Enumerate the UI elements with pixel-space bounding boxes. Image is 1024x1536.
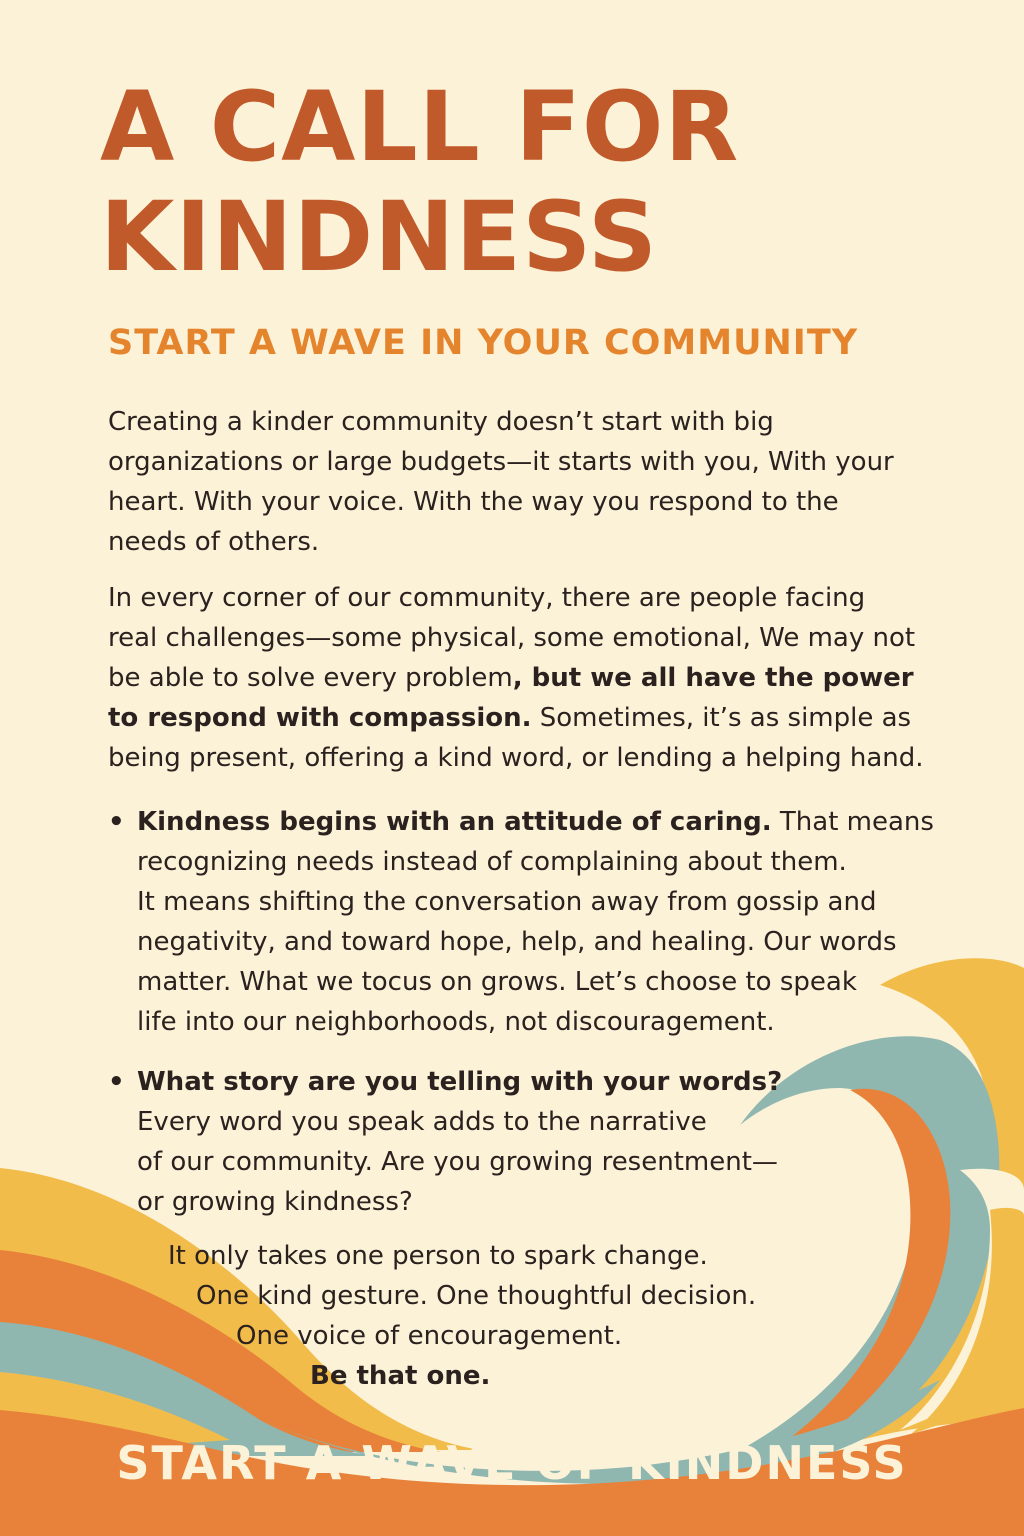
compassion-emphasis: to respond with compassion. <box>108 703 532 733</box>
intro-line: Creating a kinder community doesn’t start with big <box>108 407 774 437</box>
bullet-line: of our community. Are you growing resentment— <box>137 1147 778 1177</box>
challenges-line <box>108 658 928 698</box>
closing-line-2: One kind gesture. One thoughtful decision. <box>196 1281 757 1311</box>
challenges-line: being present, offering a kind word, or lending a helping hand. <box>108 743 924 773</box>
challenges-line: real challenges—some physical, some emotional, We may not <box>108 623 916 653</box>
title-line-1: A CALL FOR <box>100 71 740 183</box>
bullet-line: recognizing needs instead of complaining about them. <box>137 847 847 877</box>
bullet-heading: Kindness begins with an attitude of caring. <box>137 807 772 837</box>
subtitle: START A WAVE IN YOUR COMMUNITY <box>108 323 859 363</box>
bullet-line: negativity, and toward hope, help, and healing. Our words <box>137 927 897 957</box>
bullet-item-story <box>108 1062 908 1222</box>
closing-line-4: Be that one. <box>310 1361 491 1391</box>
intro-line: heart. With your voice. With the way you respond to the <box>108 487 839 517</box>
bullet-marker: • <box>108 807 125 837</box>
challenges-paragraph <box>108 578 928 778</box>
bullet-item-caring <box>108 802 934 1042</box>
bullet-line: matter. What we tocus on grows. Let’s choose to speak <box>137 967 857 997</box>
compassion-emphasis: , but we all have the power <box>512 663 914 693</box>
closing-line-1: It only takes one person to spark change. <box>168 1241 708 1271</box>
closing-line-3: One voice of encouragement. <box>236 1321 623 1351</box>
bullet-body <box>137 802 934 1042</box>
challenges-line: In every corner of our community, there are people facing <box>108 583 866 613</box>
title-line-2: KINDNESS <box>100 181 659 293</box>
bullet-heading: What story are you telling with your words? <box>137 1067 783 1097</box>
intro-line: needs of others. <box>108 527 320 557</box>
challenges-line <box>108 698 928 738</box>
footer-slogan: START A WAVE OF KINDNESS <box>116 1436 908 1490</box>
bullet-first-line <box>137 802 934 842</box>
challenges-text: be able to solve every problem <box>108 663 513 693</box>
intro-paragraph <box>108 402 928 562</box>
bullet-line: Every word you speak adds to the narrative <box>137 1107 707 1137</box>
bullet-body <box>137 1062 908 1222</box>
challenges-text: Sometimes, it’s as simple as <box>531 703 912 733</box>
bullet-marker: • <box>108 1067 125 1097</box>
bullet-line: life into our neighborhoods, not discouragement. <box>137 1007 775 1037</box>
bullet-first-line <box>137 1062 908 1102</box>
bullet-text: That means <box>771 807 934 837</box>
bullet-line: or growing kindness? <box>137 1187 413 1217</box>
intro-line: organizations or large budgets—it starts with you, With your <box>108 447 894 477</box>
bullet-line: It means shifting the conversation away from gossip and <box>137 887 877 917</box>
